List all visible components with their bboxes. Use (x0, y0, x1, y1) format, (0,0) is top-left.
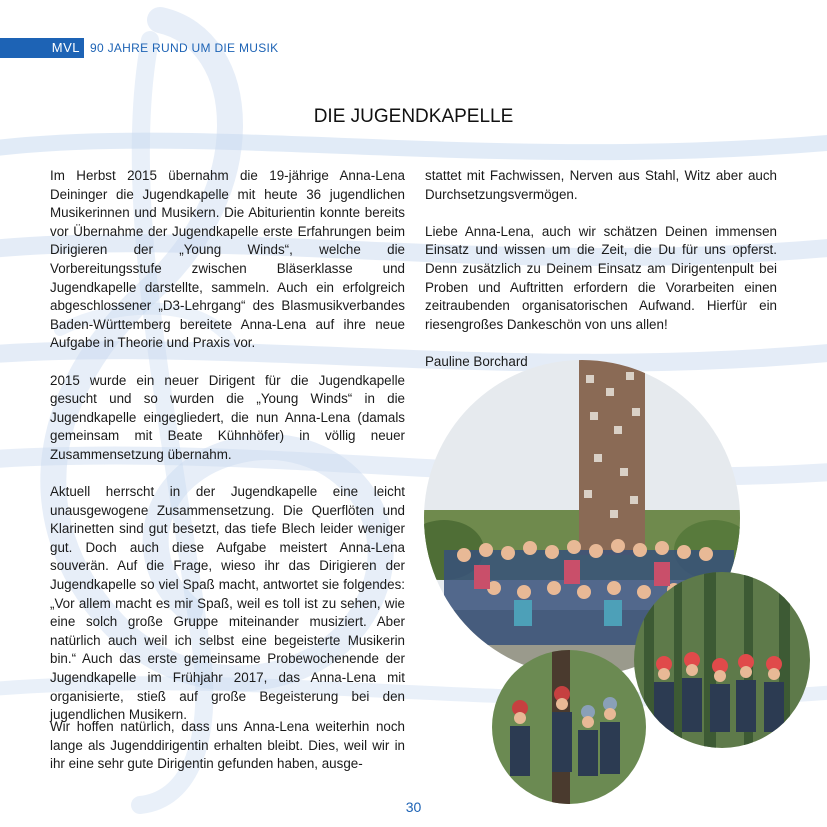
paragraph-continued (50, 718, 405, 774)
paragraph-text: Wir hoffen natürlich, dass uns Anna-Lena weiterhin noch lange als Jugenddirigentin erhalten bleibt. Dies, weil wir in ihr eine sehr gute Dirigentin gefunden haben, ausge- (50, 719, 405, 772)
page-number: 30 (405, 799, 422, 815)
right-column (425, 167, 777, 390)
paragraph: 2015 wurde ein neuer Dirigent für die Jugendkapelle gesucht und so wurden die „Young Winds“ in die Jugendkapelle eingegliedert, die nun Anna-Lena (damals gemeinsam mit Beate Kühnhöfer) in völlig neuer Zusammensetzung übernahm. (50, 372, 405, 462)
paragraph: Liebe Anna-Lena, auch wir schätzen Deinen immensen Einsatz und wissen um die Zeit, die Du für uns opferst. Denn zusätzlich zu Deinem Einsatz am Dirigentenpult bei Proben und Auftritten erfordern die Vorarbeiten einen zeitraubenden organisatorischen Aufwand. Hierfür ein riesengroßes Dankeschön von uns allen! (425, 223, 777, 332)
climbing-photo-bottom-image (492, 650, 646, 804)
page-title: DIE JUGENDKAPELLE (313, 106, 514, 127)
left-column-continuation (50, 718, 405, 774)
climbing-photo-image (634, 572, 810, 748)
left-column (50, 167, 405, 743)
climbing-photo-right (634, 572, 810, 748)
header-tag: MVL (0, 38, 84, 58)
page-header (0, 38, 827, 58)
paragraph-continued-end: stattet mit Fachwissen, Nerven aus Stahl, Witz aber auch Durchsetzungsvermögen. (425, 168, 777, 202)
paragraph: Im Herbst 2015 übernahm die 19-jährige Anna-Lena Deininger die Jugendkapelle mit heute 36 jugendlichen Musikerinnen und Musikern. Die Abiturientin konnte bereits vor Übernahme der Jugendkapelle erste Erfahrungen beim Dirigieren der „Young Winds“, welche die Vorbereitungsstufe zwischen Bläserklasse und Jugendkapelle darstellte, sammeln. Auch ein erfolgreich abgeschlossener „D3-Lehrgang“ des Blasmusikverbandes Baden-Württemberg bereitete Anna-Lena auf ihre neue Aufgabe in Theorie und Praxis vor. (50, 168, 405, 351)
signature: Pauline Borchard (425, 353, 528, 369)
climbing-photo-bottom (492, 650, 646, 804)
paragraph: Aktuell herrscht in der Jugendkapelle eine leicht unausgewogene Zusammensetzung. Die Querflöten und Klarinetten sind gut besetzt, das tiefe Blech leider weniger gut. Doch auch diese Aufgabe meistert Anna-Lena souverän. Auf die Frage, wieso ihr das Dirigieren der Jugendkapelle so viel Spaß macht, antwortet sie folgendes: „Vor allem macht es mir Spaß, weil es toll ist zu sehen, wie eine solch große Gruppe miteinander musiziert. Aber natürlich auch weil ich selbst eine begeisterte Musikerin bin.“ Auch das erste gemeinsame Probewochenende der Jugendkapelle im Frühjahr 2017, das Anna-Lena mit organisierte, stieß auf große Begeisterung bei den jugendlichen Musikern. (50, 484, 405, 723)
header-title: 90 JAHRE RUND UM DIE MUSIK (90, 41, 279, 55)
